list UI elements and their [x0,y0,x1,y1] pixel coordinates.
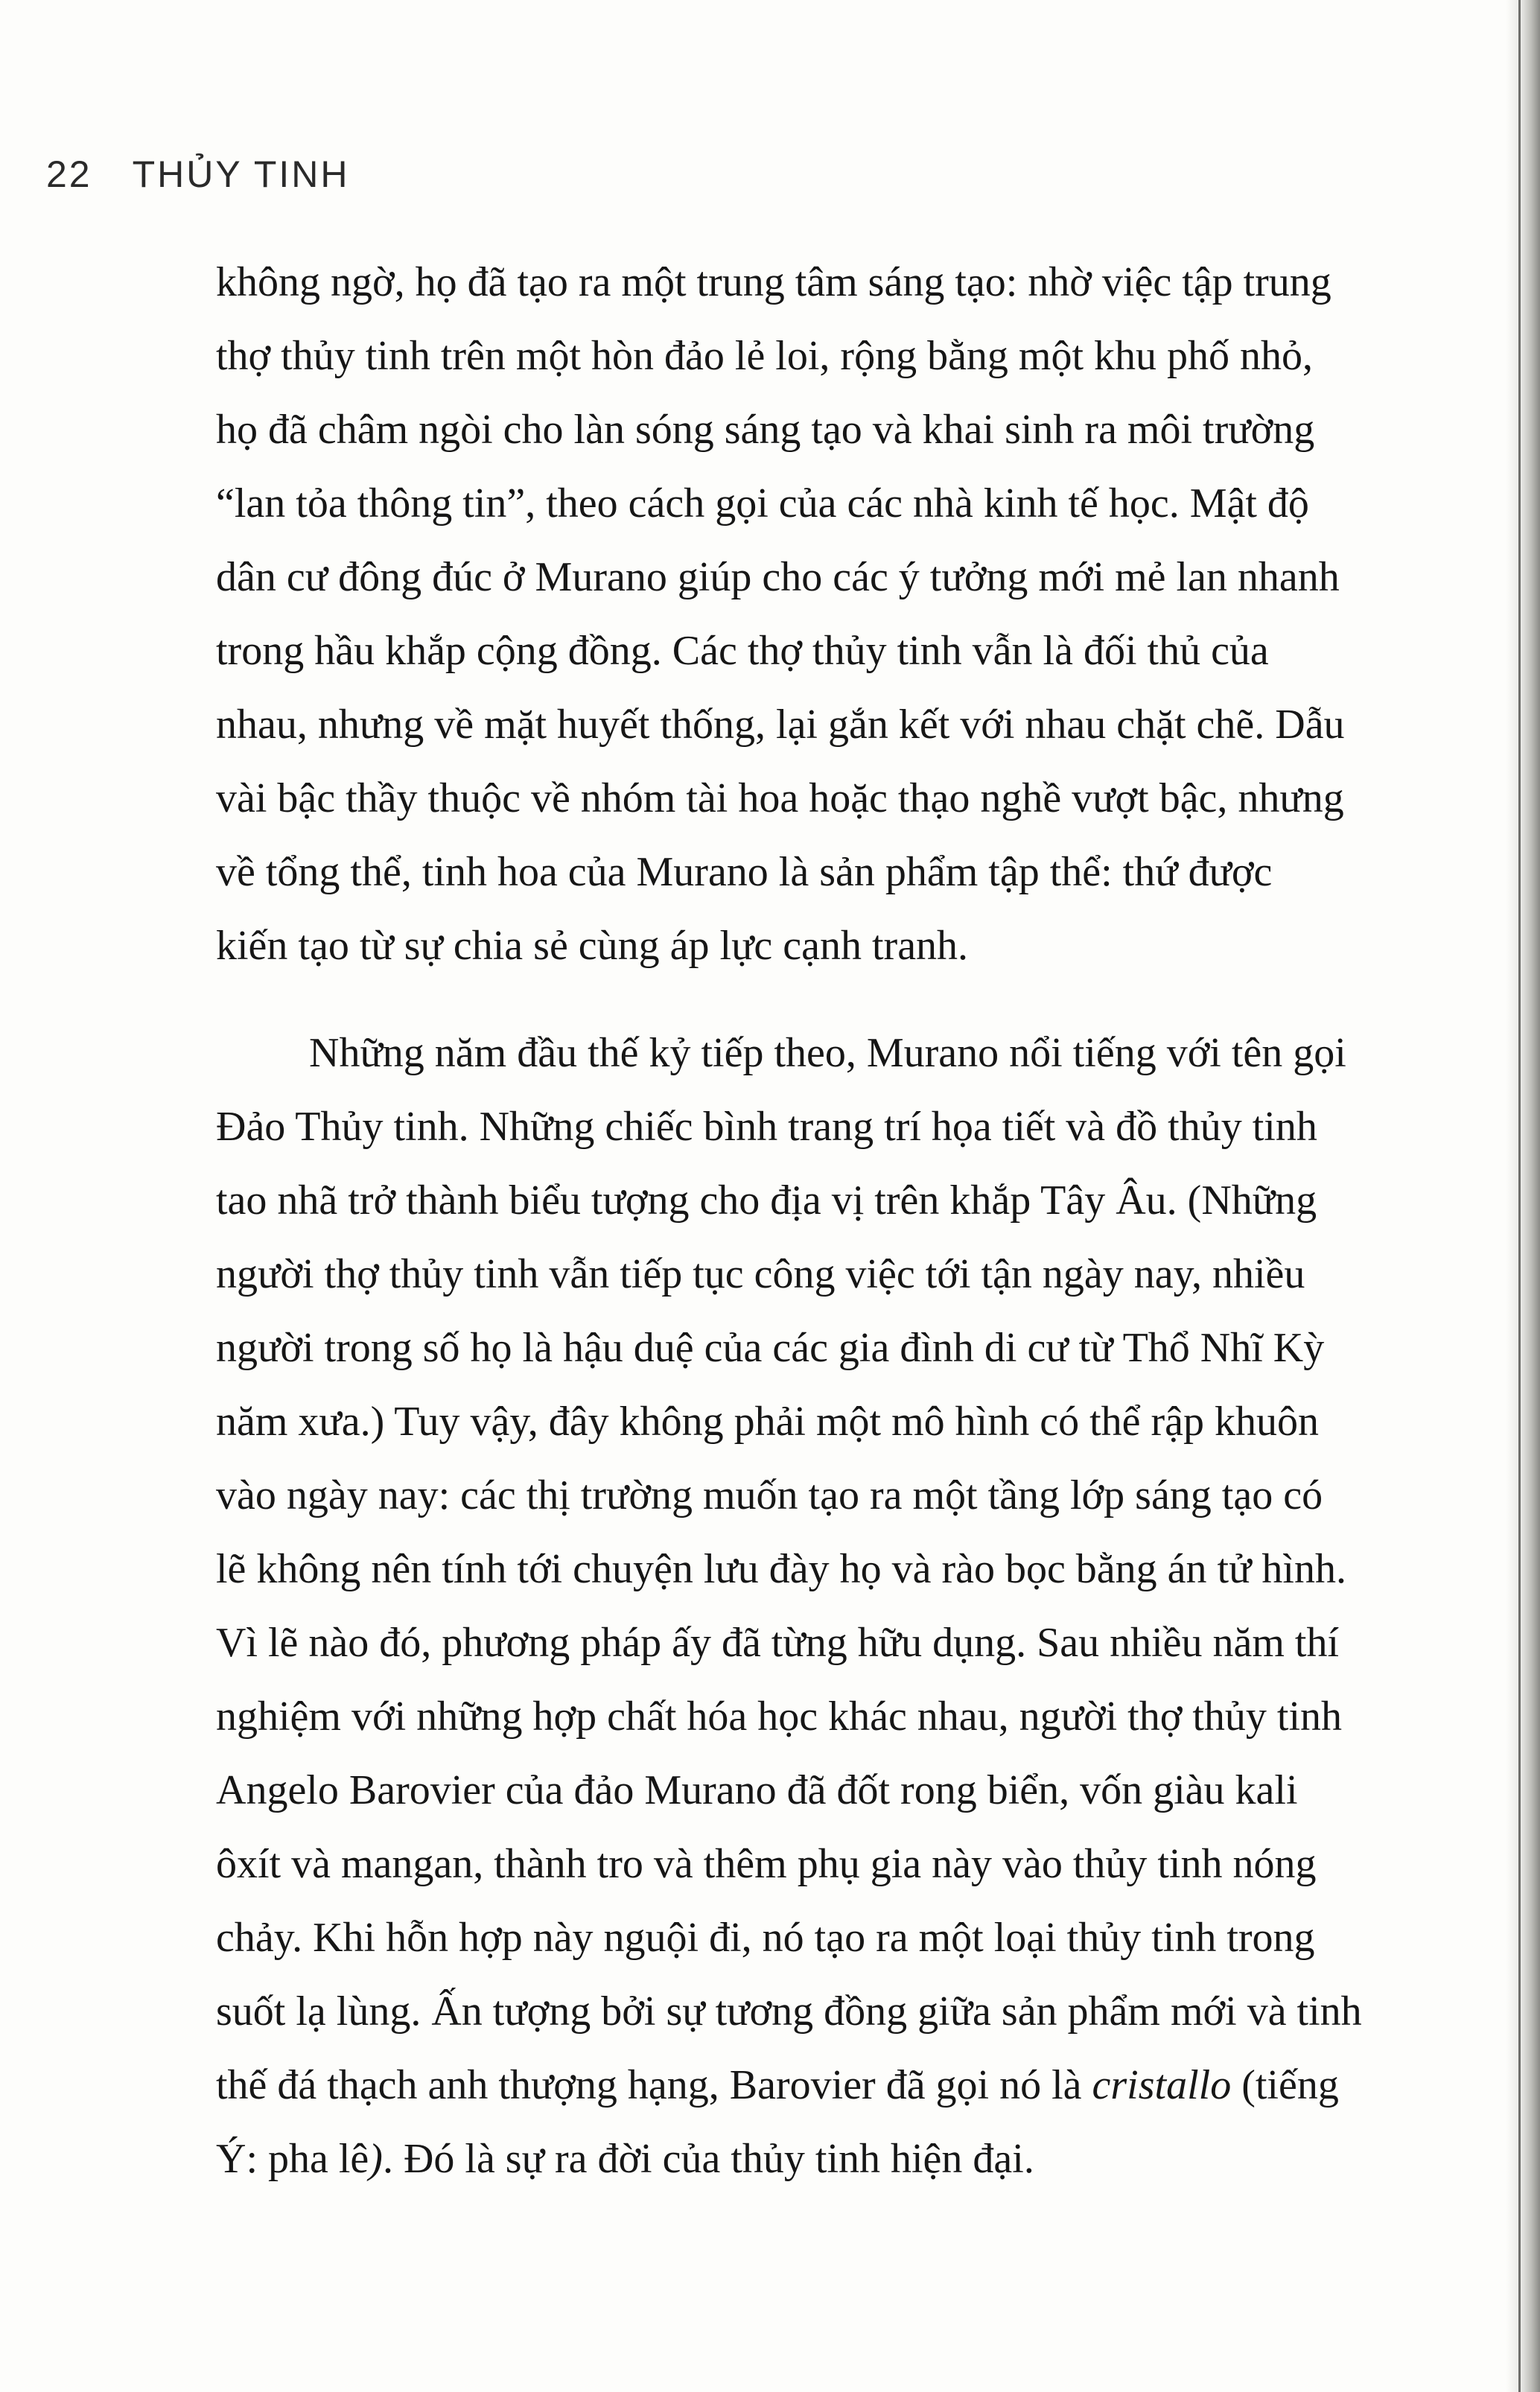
text-line: Angelo Barovier của đảo Murano đã đốt rong biển, vốn giàu kali [216,1767,1298,1813]
text-line: vào ngày nay: các thị trường muốn tạo ra một tầng lớp sáng tạo có [216,1472,1323,1518]
text-line: họ đã châm ngòi cho làn sóng sáng tạo và khai sinh ra môi trường [216,407,1315,453]
running-head [46,153,349,196]
text-line: suốt lạ lùng. Ấn tượng bởi sự tương đồng giữa sản phẩm mới và tinh [216,1988,1362,2035]
text-line-last [216,2122,1437,2196]
text-line: kiến tạo từ sự chia sẻ cùng áp lực cạnh tranh. [216,923,969,969]
text-line: “lan tỏa thông tin”, theo cách gọi của các nhà kinh tế học. Mật độ [216,480,1309,527]
text-line: năm xưa.) Tuy vậy, đây không phải một mô hình có thể rập khuôn [216,1399,1319,1445]
text-line: dân cư đông đúc ở Murano giúp cho các ý tưởng mới mẻ lan nhanh [216,554,1340,600]
text-line: trong hầu khắp cộng đồng. Các thợ thủy tinh vẫn là đối thủ của [216,628,1269,674]
text-line: người thợ thủy tinh vẫn tiếp tục công việc tới tận ngày nay, nhiều [216,1251,1305,1297]
text-line: chảy. Khi hỗn hợp này nguội đi, nó tạo ra một loại thủy tinh trong [216,1915,1315,1961]
text-segment: . Đó là sự ra đời của thủy tinh hiện đại. [382,2136,1034,2182]
text-line: vài bậc thầy thuộc về nhóm tài hoa hoặc thạo nghề vượt bậc, nhưng [216,775,1344,821]
text-segment: thế đá thạch anh thượng hạng, Barovier đã gọi nó là [216,2062,1092,2108]
paragraph-2 [216,1017,1437,2196]
text-line: ôxít và mangan, thành tro và thêm phụ gia này vào thủy tinh nóng [216,1841,1317,1887]
italic-term: cristallo [1092,2062,1232,2108]
text-line-content: Những năm đầu thế kỷ tiếp theo, Murano nổi tiếng với tên gọi [309,1030,1346,1076]
text-line: nhau, nhưng về mặt huyết thống, lại gắn kết với nhau chặt chẽ. Dẫu [216,702,1345,748]
text-line: thợ thủy tinh trên một hòn đảo lẻ loi, rộng bằng một khu phố nhỏ, [216,333,1314,379]
text-line-first [216,1017,1437,1090]
text-line: nghiệm với những hợp chất hóa học khác nhau, người thợ thủy tinh [216,1693,1343,1740]
text-line: không ngờ, họ đã tạo ra một trung tâm sáng tạo: nhờ việc tập trung [216,259,1331,305]
chapter-title: THỦY TINH [132,153,350,195]
text-line: người trong số họ là hậu duệ của các gia đình di cư từ Thổ Nhĩ Kỳ [216,1325,1325,1371]
page-edge [1518,0,1521,2392]
italic-paren: ) [369,2136,383,2182]
paragraph-1 [216,246,1437,983]
page-gutter-shadow [1506,0,1540,2392]
text-line [216,2049,1437,2122]
text-line: lẽ không nên tính tới chuyện lưu đày họ và rào bọc bằng án tử hình. [216,1546,1346,1592]
text-line: Đảo Thủy tinh. Những chiếc bình trang trí họa tiết và đồ thủy tinh [216,1104,1317,1150]
text-line: tao nhã trở thành biểu tượng cho địa vị trên khắp Tây Âu. (Những [216,1177,1317,1224]
text-line: Vì lẽ nào đó, phương pháp ấy đã từng hữu dụng. Sau nhiều năm thí [216,1620,1340,1666]
text-segment: Ý: pha lê [216,2136,369,2182]
text-segment: (tiếng [1231,2062,1339,2108]
page-number: 22 [46,153,92,195]
text-line: về tổng thể, tinh hoa của Murano là sản phẩm tập thể: thứ được [216,849,1273,895]
